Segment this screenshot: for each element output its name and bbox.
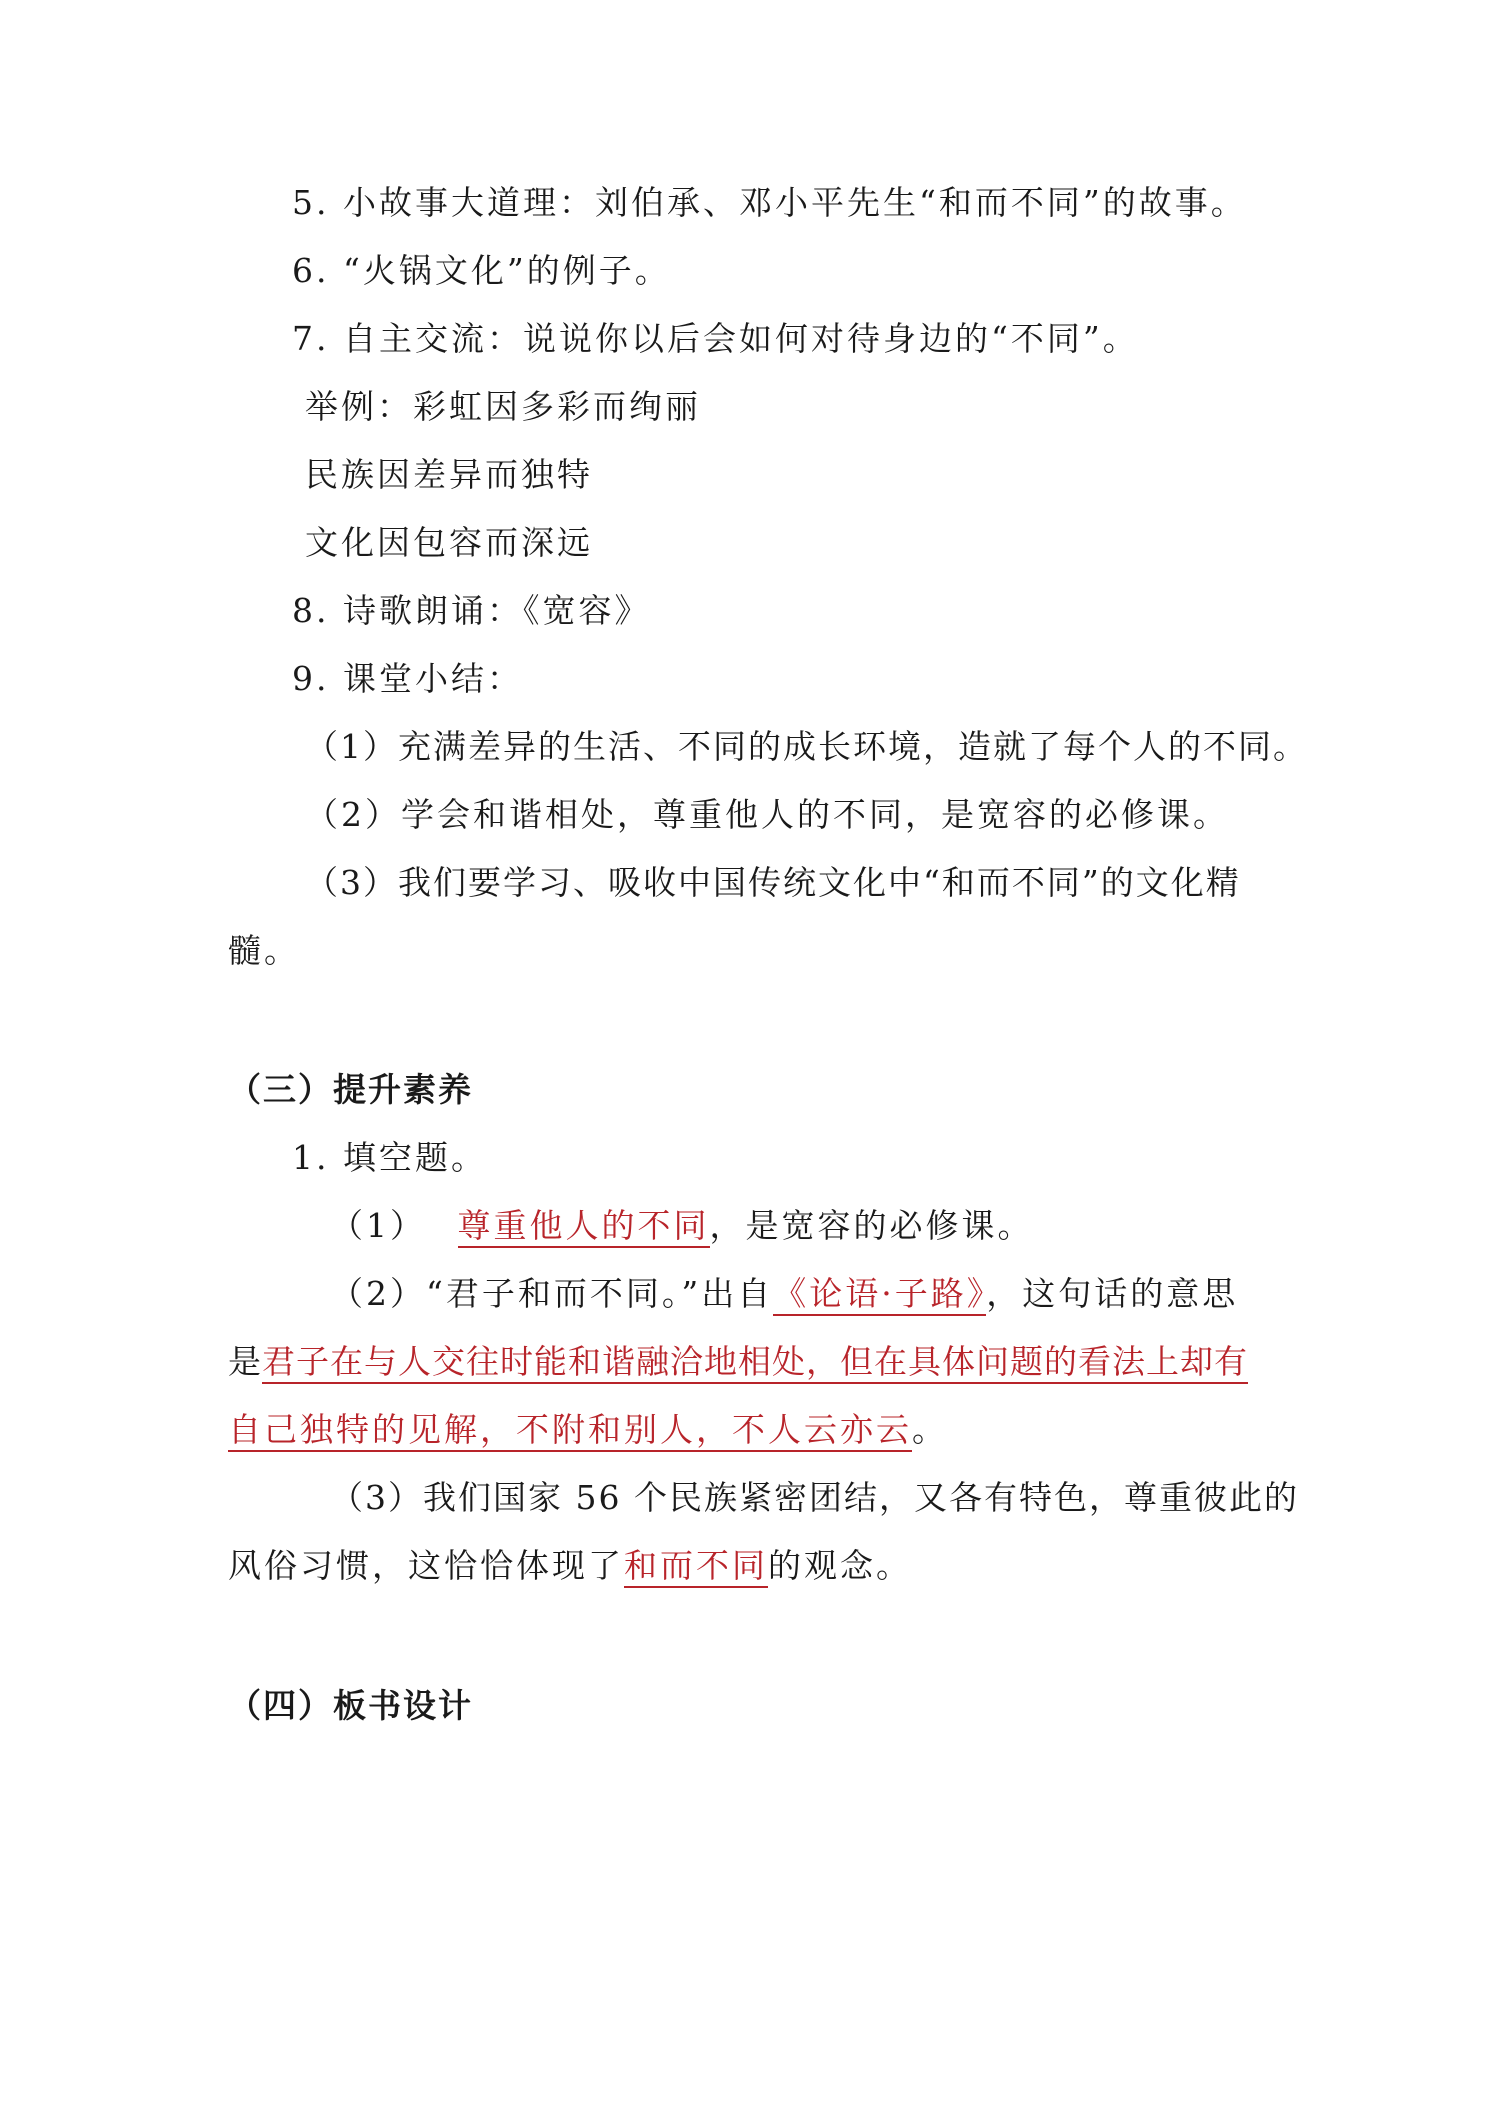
- line-item-9: 9. 课堂小结：: [292, 659, 523, 698]
- q2-suffix: ，这句话的意思: [986, 1274, 1239, 1313]
- line-item-8: 8. 诗歌朗诵：《宽容》: [292, 591, 651, 630]
- q1-prefix: （1）: [330, 1206, 426, 1245]
- q2-prefix: （2）“君子和而不同。”出自: [330, 1274, 774, 1313]
- q1-answer: 尊重他人的不同: [458, 1206, 710, 1248]
- fill-blank-title: 1. 填空题。: [292, 1138, 487, 1177]
- example-line-1: 举例：彩虹因多彩而绚丽: [305, 387, 701, 426]
- question-2-line-2: [228, 1340, 1248, 1384]
- line-item-5: 5. 小故事大道理：刘伯承、邓小平先生“和而不同”的故事。: [292, 183, 1247, 222]
- example-line-2: 民族因差异而独特: [305, 455, 593, 494]
- q2-line3-suffix: 。: [912, 1410, 948, 1449]
- q3-prefix: 风俗习惯，这恰恰体现了: [228, 1546, 624, 1585]
- q2-line2-prefix: 是: [228, 1342, 262, 1381]
- summary-2: （2）学会和谐相处，尊重他人的不同，是宽容的必修课。: [305, 795, 1229, 834]
- q3-suffix: 的观念。: [768, 1546, 912, 1585]
- question-1: [330, 1204, 1034, 1248]
- question-2-line-1: [330, 1272, 1238, 1316]
- summary-1: （1）充满差异的生活、不同的成长环境，造就了每个人的不同。: [305, 727, 1308, 766]
- line-item-6: 6. “火锅文化”的例子。: [292, 251, 671, 290]
- q3-answer: 和而不同: [624, 1546, 768, 1588]
- summary-3b: 髓。: [228, 931, 300, 970]
- question-2-line-3: [228, 1408, 948, 1452]
- question-3-line-1: （3）我们国家 56 个民族紧密团结，又各有特色，尊重彼此的: [330, 1478, 1299, 1517]
- example-line-3: 文化因包容而深远: [305, 523, 593, 562]
- q2-answer-meaning-2: 自己独特的见解，不附和别人，不人云亦云: [228, 1410, 912, 1452]
- line-item-7: 7. 自主交流：说说你以后会如何对待身边的“不同”。: [292, 319, 1139, 358]
- q2-answer-meaning-1: 君子在与人交往时能和谐融洽地相处，但在具体问题的看法上却有: [262, 1342, 1248, 1384]
- q1-suffix: ，是宽容的必修课。: [709, 1206, 1034, 1245]
- section-heading-4: （四）板书设计: [228, 1686, 473, 1725]
- summary-3a: （3）我们要学习、吸收中国传统文化中“和而不同”的文化精: [305, 863, 1241, 902]
- question-3-line-2: [228, 1544, 912, 1588]
- section-heading-3: （三）提升素养: [228, 1070, 473, 1109]
- q2-answer-source: 《论语·子路》: [773, 1274, 986, 1316]
